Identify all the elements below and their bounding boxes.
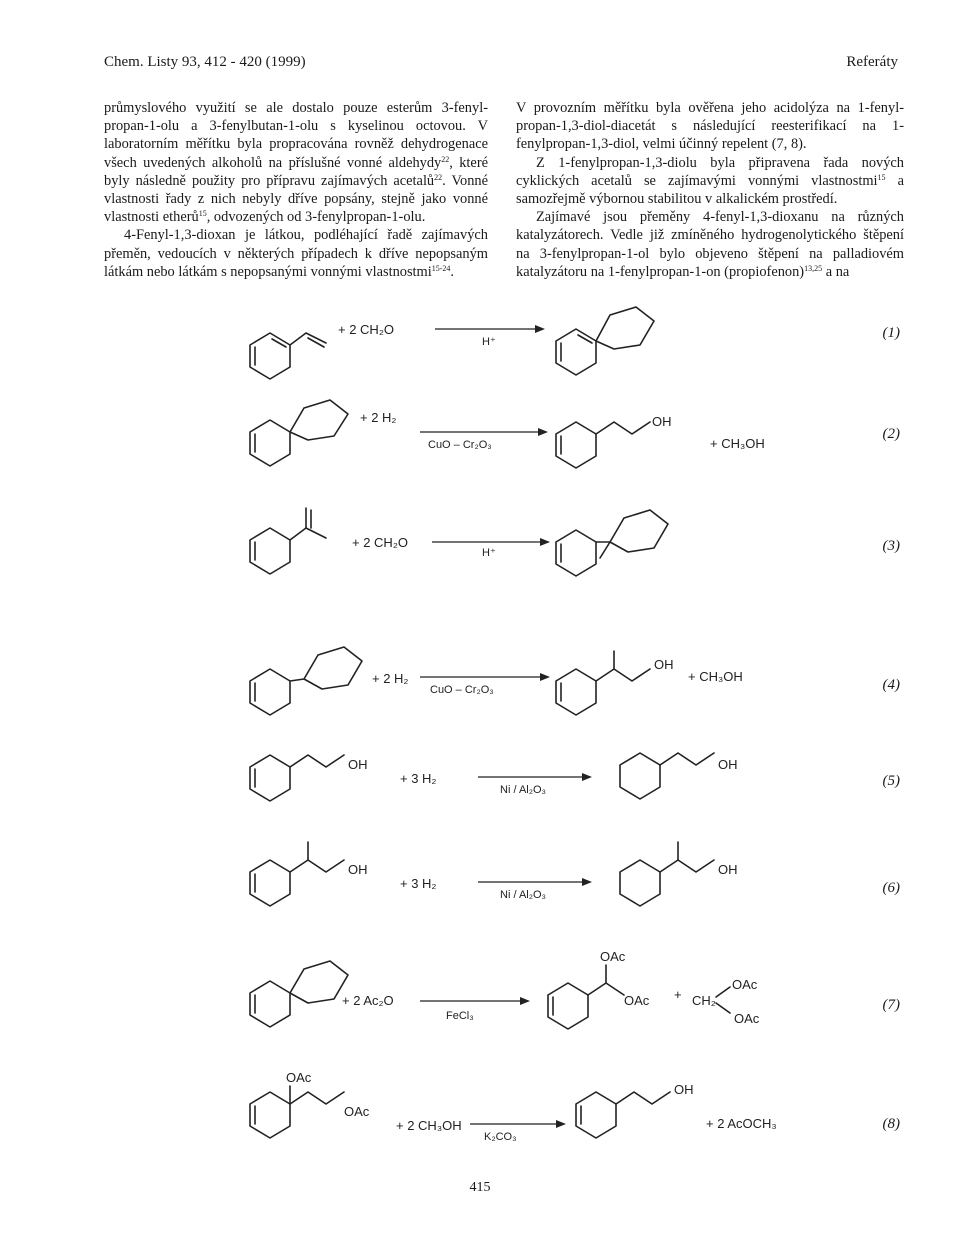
reaction-7-drawing bbox=[0, 925, 960, 1035]
methylstyrene-structure bbox=[250, 508, 326, 574]
arrow-head bbox=[540, 538, 550, 546]
reaction-scheme-4 bbox=[0, 625, 960, 720]
equation-number-8: (8) bbox=[882, 1116, 900, 1132]
arrow-head bbox=[556, 1120, 566, 1128]
methylphenyl-dioxane-structure bbox=[250, 647, 362, 715]
citation: 15 bbox=[877, 172, 886, 182]
hydroxyl-label: OH bbox=[718, 862, 738, 877]
phenyl-dioxane-structure bbox=[556, 307, 654, 375]
arrow-head bbox=[582, 773, 592, 781]
phenylbutanol-structure bbox=[556, 651, 650, 715]
coproduct-bond bbox=[716, 1003, 730, 1013]
hydroxyl-label: OH bbox=[654, 657, 674, 672]
right-paragraph-1: V provozním měřítku byla ověřena jeho acidolýza na 1-fenyl-propan-1,3-diol-diacetát s následující reesterifikací na 1-fenylpropan-1,3-diol, velmi účinný repelent (7, 8). bbox=[516, 100, 904, 153]
phenylpropanol-structure bbox=[556, 422, 650, 468]
acetoxy-label: OAc bbox=[732, 977, 758, 992]
reagent-hydrogen: + 2 H₂ bbox=[372, 671, 409, 686]
equation-number-7: (7) bbox=[882, 997, 900, 1013]
phenylpropanol-structure bbox=[250, 755, 344, 801]
citation: 22 bbox=[441, 154, 450, 164]
equation-number-1: (1) bbox=[882, 325, 900, 341]
reaction-1-drawing bbox=[0, 285, 960, 385]
coproduct-methanol: + CH₃OH bbox=[688, 669, 743, 684]
styrene-structure bbox=[250, 333, 326, 379]
reaction-4-drawing bbox=[0, 625, 960, 720]
reaction-2-drawing bbox=[0, 380, 960, 475]
catalyst-acid: H⁺ bbox=[482, 336, 496, 348]
methylene-label: CH₂ bbox=[692, 993, 716, 1008]
reaction-scheme-8 bbox=[0, 1060, 960, 1160]
equation-number-4: (4) bbox=[882, 677, 900, 693]
reaction-8-drawing bbox=[0, 1060, 960, 1160]
reaction-3-drawing bbox=[0, 480, 960, 590]
cyclohexylbutanol-structure bbox=[620, 842, 714, 906]
right-text-column bbox=[516, 99, 904, 281]
catalyst-ferric-chloride: FeCl₃ bbox=[446, 1010, 474, 1022]
equation-number-5: (5) bbox=[882, 773, 900, 789]
equation-number-2: (2) bbox=[882, 426, 900, 442]
phenylbutanol-structure bbox=[250, 842, 344, 906]
citation: 22 bbox=[434, 172, 443, 182]
arrow-head bbox=[535, 325, 545, 333]
acetoxy-label: OAc bbox=[286, 1070, 312, 1085]
catalyst-copper-chromite: CuO – Cr₂O₃ bbox=[428, 439, 492, 451]
methylphenyl-dioxane-structure bbox=[556, 510, 668, 576]
reaction-scheme-1 bbox=[0, 285, 960, 385]
reaction-scheme-2 bbox=[0, 380, 960, 475]
citation: 13,25 bbox=[804, 263, 823, 273]
citation: 15 bbox=[198, 209, 207, 219]
phenyl-dioxane-structure bbox=[250, 400, 348, 466]
acetoxy-label: OAc bbox=[624, 993, 650, 1008]
equation-number-3: (3) bbox=[882, 538, 900, 554]
reagent-formaldehyde: + 2 CH₂O bbox=[338, 322, 394, 337]
reagent-hydrogen: + 2 H₂ bbox=[360, 410, 397, 425]
reagent-hydrogen: + 3 H₂ bbox=[400, 771, 437, 786]
reaction-scheme-6 bbox=[0, 830, 960, 930]
hydroxyl-label: OH bbox=[348, 757, 368, 772]
phenyl-dioxane-structure bbox=[250, 961, 348, 1027]
equation-number-6: (6) bbox=[882, 880, 900, 896]
phenylpropanediol-diacetate-structure bbox=[250, 1086, 344, 1138]
page-number: 415 bbox=[469, 1180, 491, 1195]
citation: 15-24 bbox=[431, 263, 451, 273]
plus-sign: + bbox=[674, 987, 682, 1002]
hydroxyl-label: OH bbox=[718, 757, 738, 772]
cyclohexylpropanol-structure bbox=[620, 753, 714, 799]
reaction-6-drawing bbox=[0, 830, 960, 930]
left-text-column bbox=[104, 99, 488, 281]
journal-header: Chem. Listy 93, 412 - 420 (1999) bbox=[104, 54, 306, 70]
acetoxy-label: OAc bbox=[734, 1011, 760, 1026]
left-paragraph-2: 4-Fenyl-1,3-dioxan je látkou, podléhající řadě zajímavých přeměn, vedoucích v některých případech k dříve nepopsaným látkám nebo látkám s nepopsanými vonnými vlastnostmi$^{15-24}$. bbox=[104, 227, 488, 280]
catalyst-acid: H⁺ bbox=[482, 547, 496, 559]
reagent-hydrogen: + 3 H₂ bbox=[400, 876, 437, 891]
phenylpropanediol-diacetate-structure bbox=[548, 965, 624, 1029]
left-paragraph-1: průmyslového využití se ale dostalo pouze esterům 3-fenyl-propan-1-olu a 3-fenylbutan-1-olu s kyselinou octovou. V laboratorním měřítku byla propracována rovněž dehydrogenace všech uvedených alkoholů na příslušné vonné aldehydy$^{22}$, které byly následně použity pro přípravu zajímavých acetalů$^{22}$. Vonné vlastnosti řady z nich nebyly dříve popsány, stejně jako vonné vlastnosti etherů$^{15}$, odvozených od 3-fenylpropan-1-olu. bbox=[104, 100, 488, 226]
arrow-head bbox=[582, 878, 592, 886]
reaction-scheme-5 bbox=[0, 725, 960, 825]
right-paragraph-3: Zajímavé jsou přeměny 4-fenyl-1,3-dioxanu na různých katalyzátorech. Vedle již zmíněného hydrogenolytického štěpení na 3-fenylpropan-1-ol bylo objeveno štěpení na palladiovém katalyzátoru na 1-fenylpropan-1-on (propiofenon)$^{13,25}$ a na bbox=[516, 209, 904, 280]
arrow-head bbox=[540, 673, 550, 681]
catalyst-nickel-alumina: Ni / Al₂O₃ bbox=[500, 784, 547, 796]
coproduct-methyl-acetate: + 2 AcOCH₃ bbox=[706, 1116, 777, 1131]
reaction-scheme-7 bbox=[0, 925, 960, 1035]
coproduct-methanol: + CH₃OH bbox=[710, 436, 765, 451]
reagent-methanol: + 2 CH₃OH bbox=[396, 1118, 462, 1133]
coproduct-bond bbox=[716, 987, 730, 997]
arrow-head bbox=[520, 997, 530, 1005]
right-paragraph-2: Z 1-fenylpropan-1,3-diolu byla připravena řada nových cyklických acetalů se zajímavými vonnými vlastnostmi$^{15}$ a samozřejmě výbornou stabilitou v alkalickém prostředí. bbox=[516, 154, 904, 208]
hydroxyl-label: OH bbox=[348, 862, 368, 877]
arrow-head bbox=[538, 428, 548, 436]
acetoxy-label: OAc bbox=[344, 1104, 370, 1119]
reaction-5-drawing bbox=[0, 725, 960, 825]
hydroxyl-label: OH bbox=[674, 1082, 694, 1097]
section-header: Referáty bbox=[846, 54, 898, 70]
catalyst-nickel-alumina: Ni / Al₂O₃ bbox=[500, 889, 547, 901]
reaction-scheme-3 bbox=[0, 480, 960, 590]
reagent-acetic-anhydride: + 2 Ac₂O bbox=[342, 993, 394, 1008]
catalyst-potassium-carbonate: K₂CO₃ bbox=[484, 1131, 517, 1143]
reagent-formaldehyde: + 2 CH₂O bbox=[352, 535, 408, 550]
acetoxy-label: OAc bbox=[600, 949, 626, 964]
hydroxyl-label: OH bbox=[652, 414, 672, 429]
phenylpropanediol-structure bbox=[576, 1092, 670, 1138]
catalyst-copper-chromite: CuO – Cr₂O₃ bbox=[430, 684, 494, 696]
